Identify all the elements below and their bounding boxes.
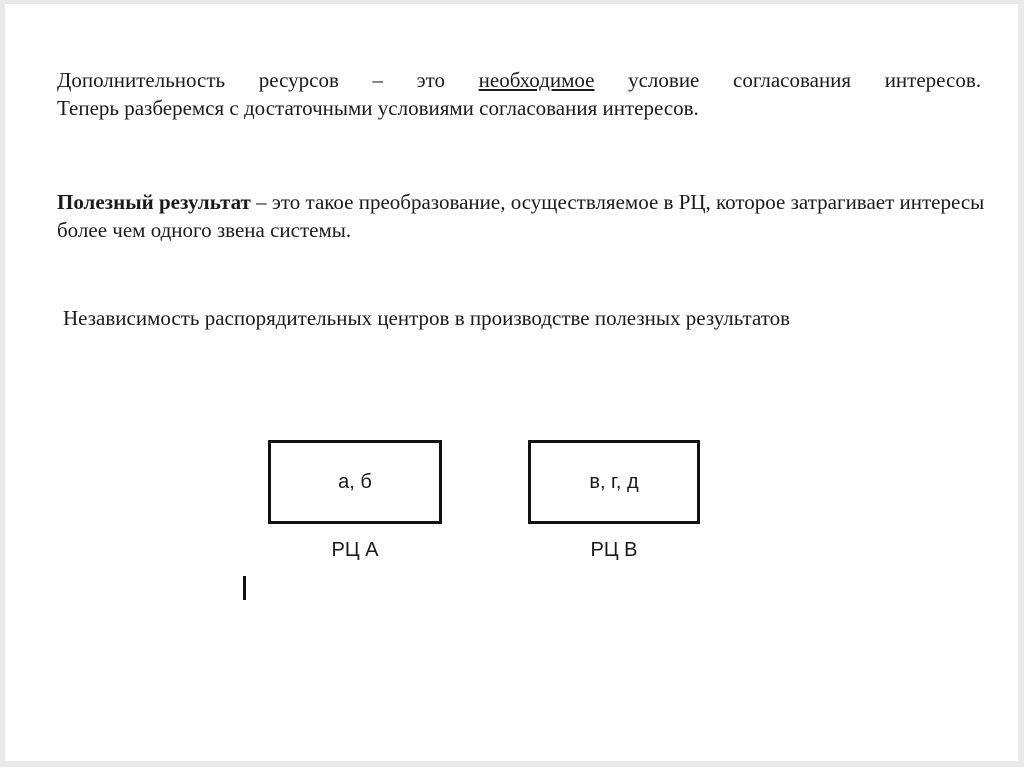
paragraph-independence: Независимость распорядительных центров в производстве полезных результатов [63,306,791,330]
useful-result-term: Полезный результат [57,190,251,214]
paragraph-resource-complementarity [57,66,981,122]
paragraph1-text-end: условие согласования интересов. [594,68,982,92]
paragraph-useful-result [57,188,987,244]
paragraph1-text-start: Дополнительность ресурсов – это [57,68,479,92]
box-rc-b-label: РЦ В [590,539,638,561]
slide [5,4,1018,761]
box-rc-b [528,440,700,524]
underlined-word: необходимое [478,68,595,92]
box-rc-a-content: а, б [338,470,372,493]
paragraph1-line2: Теперь разберемся с достаточными условиями согласования интересов. [57,96,699,120]
box-rc-b-content: в, г, д [589,470,639,493]
box-rc-a-label: РЦ А [331,539,379,561]
box-rc-a [268,440,442,524]
paragraph1-line1 [57,66,981,94]
useful-result-definition: – это такое преобразование, осуществляемое в РЦ, которое затрагивает интересы более чем одного звена системы. [57,190,985,242]
text-cursor [243,576,246,600]
